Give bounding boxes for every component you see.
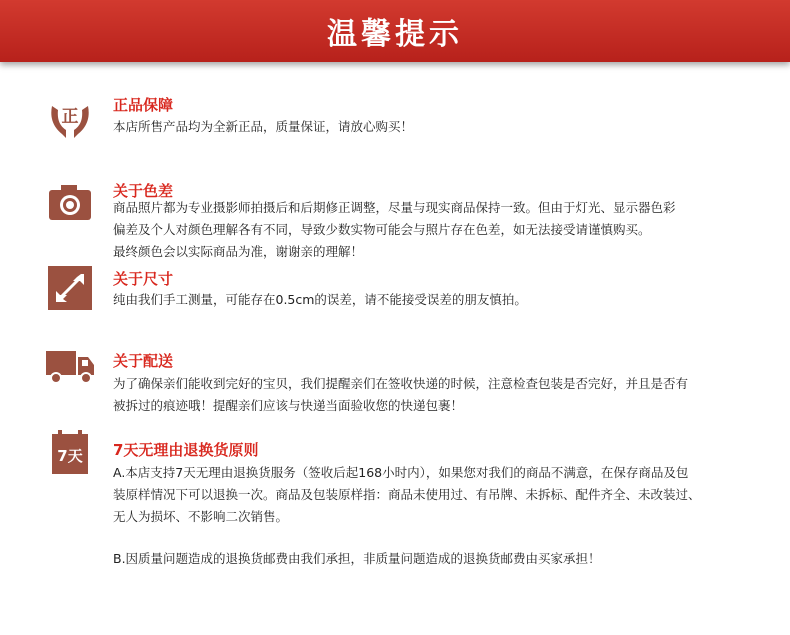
return-text [113, 462, 763, 570]
seven-day-calendar-icon [50, 430, 90, 476]
return-line: A.本店支持7天无理由退换货服务（签收后起168小时内），如果您对我们的商品不满意，在保存商品及包 [113, 465, 689, 480]
banner-title: 温馨提示 [327, 17, 463, 52]
return-line [113, 528, 763, 548]
seven-day-glyph: 7天 [57, 447, 83, 465]
camera-icon [46, 180, 94, 224]
genuine-icon-glyph: 正 [61, 107, 79, 127]
resize-arrow-icon [48, 266, 92, 310]
header-banner [0, 0, 790, 62]
delivery-line: 被拆过的痕迹哦！提醒亲们应该与快递当面验收您的快递包裹！ [113, 398, 464, 413]
color-line: 偏差及个人对颜色理解各有不同，导致少数实物可能会与照片存在色差，如无法接受请谨慎购买。 [113, 222, 651, 237]
return-line: B.因质量问题造成的退换货邮费由我们承担，非质量问题造成的退换货邮费由买家承担！ [113, 551, 601, 566]
color-heading: 关于色差 [113, 182, 174, 200]
color-line: 商品照片都为专业摄影师拍摄后和后期修正调整，尽量与现实商品保持一致。但由于灯光、显示器色彩 [113, 200, 676, 215]
genuine-text [113, 116, 763, 138]
return-line: 装原样情况下可以退换一次。商品及包装原样指：商品未使用过、有吊牌、未拆标、配件齐全、未改装过、 [113, 487, 701, 502]
return-line: 无人为损坏、不影响二次销售。 [113, 509, 289, 524]
delivery-heading: 关于配送 [113, 352, 174, 370]
size-line: 纯由我们手工测量，可能存在0.5cm的误差，请不能接受误差的朋友慎拍。 [113, 292, 527, 307]
color-line: 最终颜色会以实际商品为准，谢谢亲的理解！ [113, 244, 364, 259]
color-text [113, 197, 763, 263]
genuine-heading: 正品保障 [113, 96, 174, 114]
delivery-line: 为了确保亲们能收到完好的宝贝，我们提醒亲们在签收快递的时候，注意检查包装是否完好，并且是否有 [113, 376, 689, 391]
genuine-line: 本店所售产品均为全新正品，质量保证，请放心购买！ [113, 119, 414, 134]
size-heading: 关于尺寸 [113, 270, 174, 288]
delivery-text [113, 373, 763, 417]
genuine-hands-icon [46, 98, 94, 142]
return-heading: 7天无理由退换货原则 [113, 441, 259, 459]
size-text [113, 289, 763, 311]
delivery-truck-icon [44, 345, 96, 389]
